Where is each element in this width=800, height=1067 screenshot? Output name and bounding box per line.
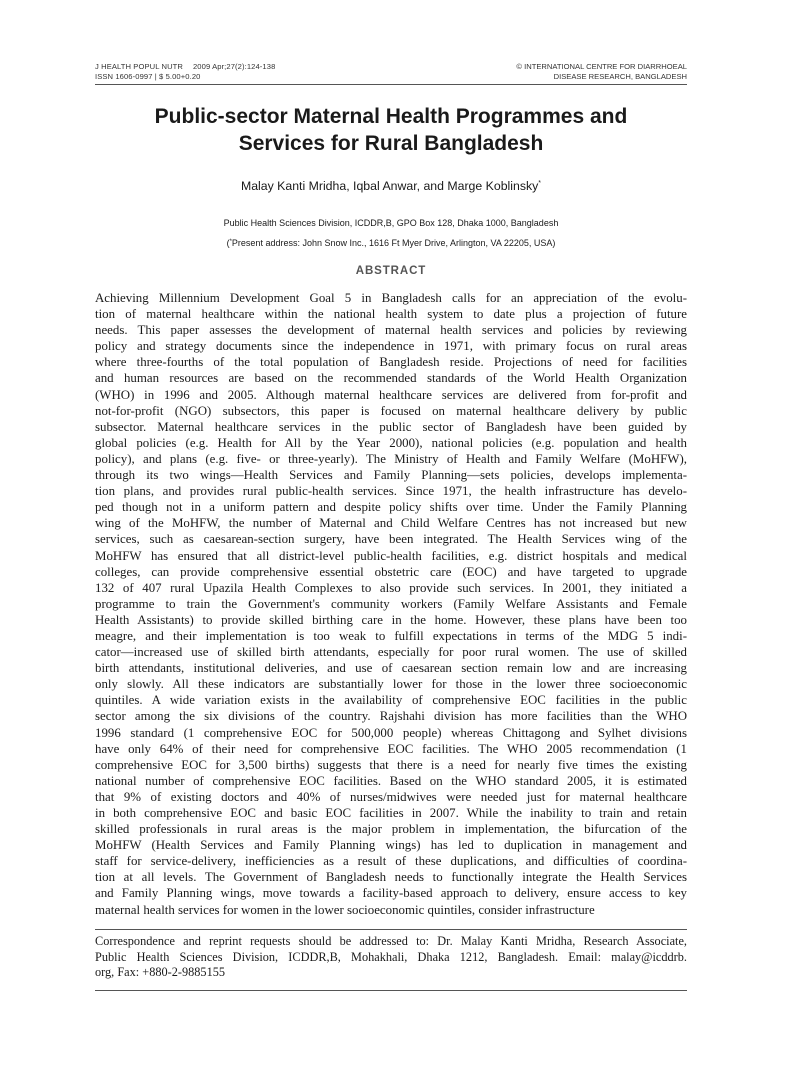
abstract-line: national number of comprehensive EOC facilities. Based on the WHO standard 2005, it is estimated [95, 773, 687, 788]
affiliation-line-1: Public Health Sciences Division, ICDDR,B, GPO Box 128, Dhaka 1000, Bangladesh [223, 218, 559, 228]
abstract-line: through its two wings—Health Services and Family Planning—sets policies, develops implementa- [95, 468, 687, 483]
affiliation-line-2 [95, 233, 687, 253]
abstract-line: staff for service-delivery, inefficiencies as a result of these duplications, and difficulties of coordina- [95, 854, 687, 869]
running-header-left [95, 62, 275, 82]
citation: 2009 Apr;27(2):124-138 [192, 62, 276, 71]
abstract-line: not-for-profit (NGO) subsectors, this paper is focused on maternal healthcare delivery by public [95, 403, 687, 418]
abstract-line: services, such as caesarean-section surgery, have been integrated. The Health Services wing of the [95, 532, 687, 547]
copyright-line-2: DISEASE RESEARCH, BANGLADESH [553, 72, 687, 81]
affiliation [95, 214, 687, 253]
abstract-body [95, 290, 687, 918]
abstract-line: needs. This paper assesses the development of maternal health services and policies by reviewing [95, 323, 687, 338]
header-divider [95, 84, 687, 85]
footnote-divider-bottom [95, 990, 687, 991]
affiliation-marker: * [229, 239, 232, 245]
abstract-line: and Family Planning wings, move towards a facility-based approach to delivery, ensure access to key [95, 886, 687, 901]
footnote-line: Public Health Sciences Division, ICDDR,B, Mohakhali, Dhaka 1212, Bangladesh. Email: malay@icddrb. [95, 949, 687, 964]
abstract-line: MoHFW has ensured that all district-level public-health facilities, e.g. district hospitals and medical [95, 548, 687, 563]
abstract-line: where three-fourths of the total population of Bangladesh reside. Projections of need for facilities [95, 355, 687, 370]
title-line-1: Public-sector Maternal Health Programmes and [154, 105, 628, 128]
abstract-line: MoHFW (Health Services and Family Planning wings) has led to duplication in management and [95, 838, 687, 853]
abstract-line: Health Assistants) to provide skilled birthing care in the home. However, these plans have been too [95, 612, 687, 627]
abstract-line: tion of maternal healthcare within the national health system to date plus a projection of future [95, 307, 687, 322]
affiliation-open-paren: ( [226, 238, 230, 248]
abstract-line: 132 of 407 rural Upazila Health Complexes to also provide such services. In 2001, they initiated a [95, 580, 687, 595]
footnote-line: org, Fax: +880-2-9885155 [95, 965, 226, 980]
abstract-line: only slowly. All these indicators are substantially lower for those in the lower three socioeconomic [95, 677, 687, 692]
abstract-line: tion at all levels. The Government of Bangladesh needs to functionally integrate the Health Services [95, 870, 687, 885]
footnote-divider-top [95, 929, 687, 930]
title-line-2: Services for Rural Bangladesh [238, 132, 544, 155]
abstract-line: meagre, and their implementation is too weak to fulfill expectations in terms of the MDG 5 indi- [95, 628, 687, 643]
abstract-line: (WHO) in 1996 and 2005. Although maternal healthcare services are delivered from for-profit and [95, 387, 687, 402]
issn: ISSN 1606-0997 | $ 5.00+0.20 [95, 72, 201, 81]
copyright-line-1: © INTERNATIONAL CENTRE FOR DIARRHOEAL [516, 62, 687, 71]
abstract-line: in both comprehensive EOC and basic EOC facilities in 2007. While the inability to train and retain [95, 806, 687, 820]
abstract-line: birth attendants, institutional deliveries, and use of caesarean section remain low and are increasing [95, 661, 687, 676]
abstract-line: wing of the MoHFW, the number of Maternal and Child Welfare Centres has not increased but new [95, 516, 687, 531]
abstract-line: policy and strategy documents since the independence in 1971, with primary focus on rural areas [95, 339, 687, 354]
journal-abbreviation: J HEALTH POPUL NUTR [95, 62, 183, 71]
abstract-line: programme to train the Government's community workers (Family Welfare Assistants and Female [95, 596, 687, 611]
abstract-line: policy), and plans (e.g. five- or three-yearly). The Ministry of Health and Family Welfare (MoHFW), [95, 451, 687, 466]
abstract-line: global policies (e.g. Health for All by the Year 2000), national policies (e.g. population and health [95, 435, 687, 450]
correspondence-footnote [95, 934, 687, 981]
abstract-heading: ABSTRACT [355, 265, 427, 277]
author-list [95, 176, 687, 194]
author-names: Malay Kanti Mridha, Iqbal Anwar, and Marge Koblinsky [240, 179, 539, 193]
abstract-line: tion plans, and provides rural public-health services. Since 1971, the health infrastructure has develo- [95, 484, 687, 499]
abstract-line: cator—increased use of skilled birth attendants, especially for poor rural women. The use of skilled [95, 645, 687, 660]
author-footnote-marker: * [538, 180, 542, 187]
abstract-line: ped though not in a uniform pattern and despite policy shifts over time. Under the Family Planning [95, 500, 687, 515]
present-address: Present address: John Snow Inc., 1616 Ft Myer Drive, Arlington, VA 22205, USA) [231, 238, 556, 248]
abstract-line: have only 64% of their need for comprehensive EOC facilities. The WHO 2005 recommendation (1 [95, 741, 687, 756]
article-title [95, 103, 687, 157]
abstract-line: maternal health services for women in the lower socioeconomic quintiles, consider infrastructure [95, 902, 595, 917]
abstract-line: 1996 standard (1 comprehensive EOC for 500,000 people) whereas Chittagong and Sylhet divisions [95, 725, 687, 740]
footnote-line: Correspondence and reprint requests should be addressed to: Dr. Malay Kanti Mridha, Research Associate, [95, 934, 687, 948]
abstract-line: that 9% of existing doctors and 40% of nurses/midwives were needed just for maternal healthcare [95, 789, 687, 804]
running-header-right [516, 62, 687, 82]
abstract-line: quintiles. A wide variation exists in the availability of comprehensive EOC facilities in the public [95, 693, 687, 708]
abstract-line: comprehensive EOC for 3,500 births) suggests that there is a need for nearly five times the existing [95, 757, 687, 772]
abstract-line: Achieving Millennium Development Goal 5 in Bangladesh calls for an appreciation of the evolu- [95, 291, 687, 305]
abstract-line: colleges, can provide comprehensive essential obstetric care (EOC) and have targeted to upgrade [95, 564, 687, 579]
abstract-line: skilled professionals in rural areas is the major problem in implementation, the bifurcation of the [95, 822, 687, 837]
abstract-line: subsector. Maternal healthcare services in the public sector of Bangladesh have been guided by [95, 419, 687, 434]
abstract-line: and human resources are based on the recommended standards of the World Health Organization [95, 371, 687, 386]
abstract-line: sector among the six divisions of the country. Rajshahi division has more facilities than the WHO [95, 709, 687, 724]
